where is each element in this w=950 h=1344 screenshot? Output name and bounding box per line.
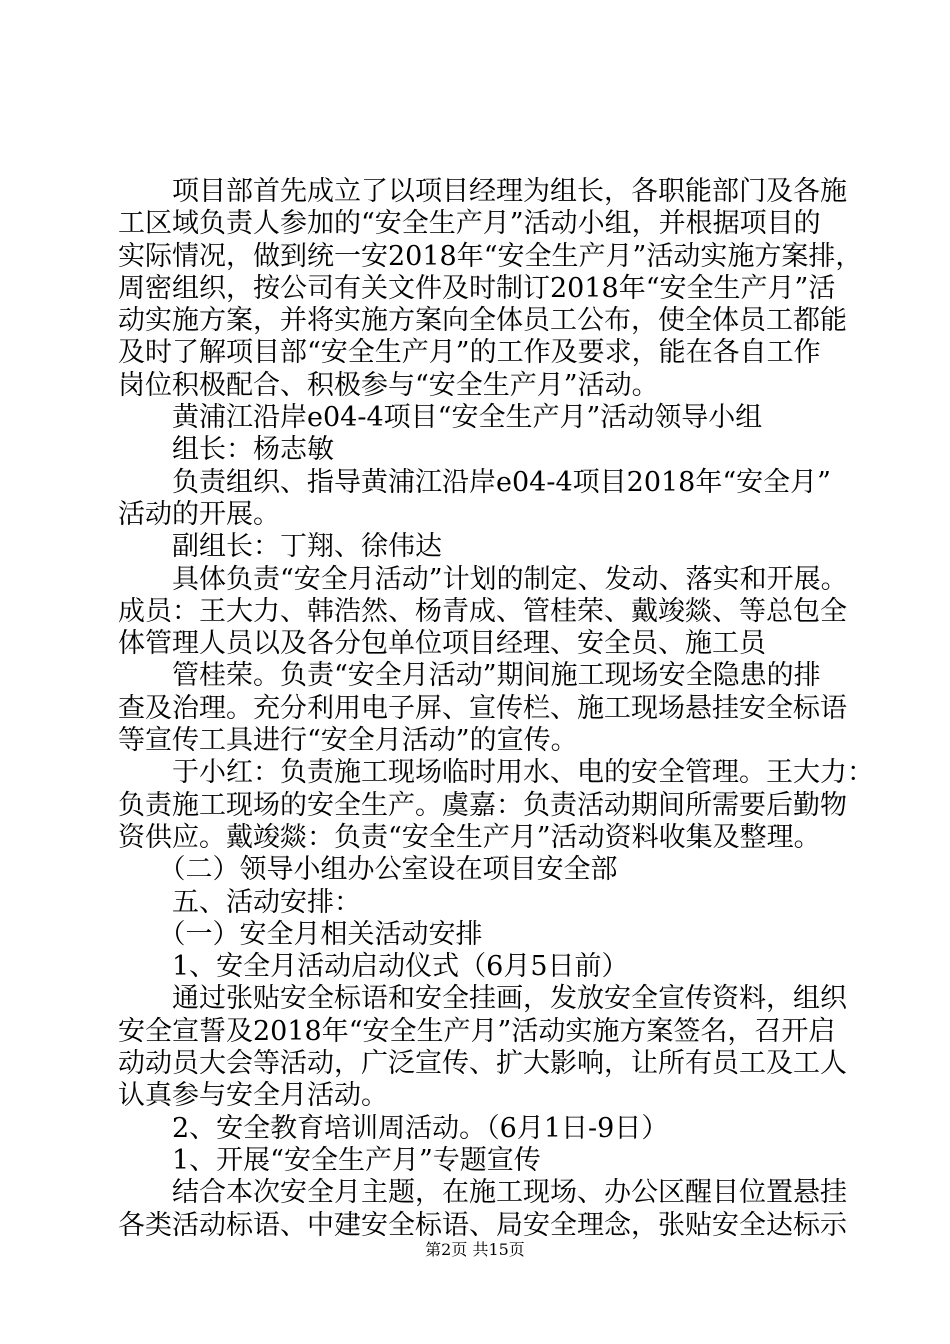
paragraph-line: 等宣传工具进行“安全月活动”的宣传。	[118, 725, 578, 757]
paragraph-line: 成员：王大力、韩浩然、杨青成、管桂荣、戴竣燚、等总包全	[118, 595, 847, 627]
paragraph-line: 管桂荣。负责“安全月活动”期间施工现场安全隐患的排	[118, 660, 821, 692]
section-heading: 黄浦江沿岸e04-4项目“安全生产月”活动领导小组	[118, 402, 763, 434]
document-body	[118, 176, 874, 1242]
paragraph-line: 负责施工现场的安全生产。虞嘉：负责活动期间所需要后勤物	[118, 789, 847, 821]
paragraph-line: 查及治理。充分利用电子屏、宣传栏、施工现场悬挂安全标语	[118, 692, 847, 724]
paragraph-line: 及时了解项目部“安全生产月”的工作及要求，能在各自工作	[118, 337, 821, 369]
paragraph-line: 负责组织、指导黄浦江沿岸e04-4项目2018年“安全月”	[118, 466, 831, 498]
section-heading: 1、开展“安全生产月”专题宣传	[118, 1144, 541, 1176]
paragraph-line: 岗位积极配合、积极参与“安全生产月”活动。	[118, 369, 659, 401]
section-heading: 2、安全教育培训周活动。（6月1日-9日）	[118, 1112, 669, 1144]
section-heading: 1、安全月活动启动仪式（6月5日前）	[118, 951, 629, 983]
page-number-footer: 第2页 共15页	[425, 1240, 525, 1259]
paragraph-line: 活动的开展。	[118, 498, 280, 530]
paragraph-line: 实际情况，做到统一安2018年“安全生产月”活动实施方案排，	[118, 240, 863, 272]
paragraph-line: 结合本次安全月主题，在施工现场、办公区醒目位置悬挂	[118, 1177, 847, 1209]
paragraph-line: 周密组织，按公司有关文件及时制订2018年“安全生产月”活	[118, 272, 836, 304]
paragraph-line: 副组长：丁翔、徐伟达	[118, 531, 442, 563]
section-heading: 五、活动安排：	[118, 886, 361, 918]
paragraph-line: 项目部首先成立了以项目经理为组长，各职能部门及各施	[118, 176, 847, 207]
paragraph-line: 动实施方案，并将实施方案向全体员工公布，使全体员工都能	[118, 305, 847, 337]
paragraph-line: 资供应。戴竣燚：负责“安全生产月”活动资料收集及整理。	[118, 821, 821, 853]
section-heading: （一）安全月相关活动安排	[118, 918, 483, 950]
paragraph-line: 动动员大会等活动，广泛宣传、扩大影响，让所有员工及工人	[118, 1048, 847, 1080]
paragraph-line: 各类活动标语、中建安全标语、局安全理念，张贴安全达标示	[118, 1209, 847, 1241]
paragraph-line: 安全宣誓及2018年“安全生产月”活动实施方案签名，召开启	[118, 1015, 836, 1047]
section-heading: （二）领导小组办公室设在项目安全部	[118, 854, 618, 886]
paragraph-line: 体管理人员以及各分包单位项目经理、安全员、施工员	[118, 628, 766, 660]
paragraph-line: 认真参与安全月活动。	[118, 1080, 388, 1112]
paragraph-line: 组长：杨志敏	[118, 434, 334, 466]
paragraph-line: 通过张贴安全标语和安全挂画，发放安全宣传资料，组织	[118, 983, 847, 1015]
paragraph-line: 具体负责“安全月活动”计划的制定、发动、落实和开展。	[118, 563, 848, 595]
paragraph-line: 工区域负责人参加的“安全生产月”活动小组，并根据项目的	[118, 208, 821, 240]
paragraph-line: 于小红：负责施工现场临时用水、电的安全管理。王大力：	[118, 757, 874, 789]
